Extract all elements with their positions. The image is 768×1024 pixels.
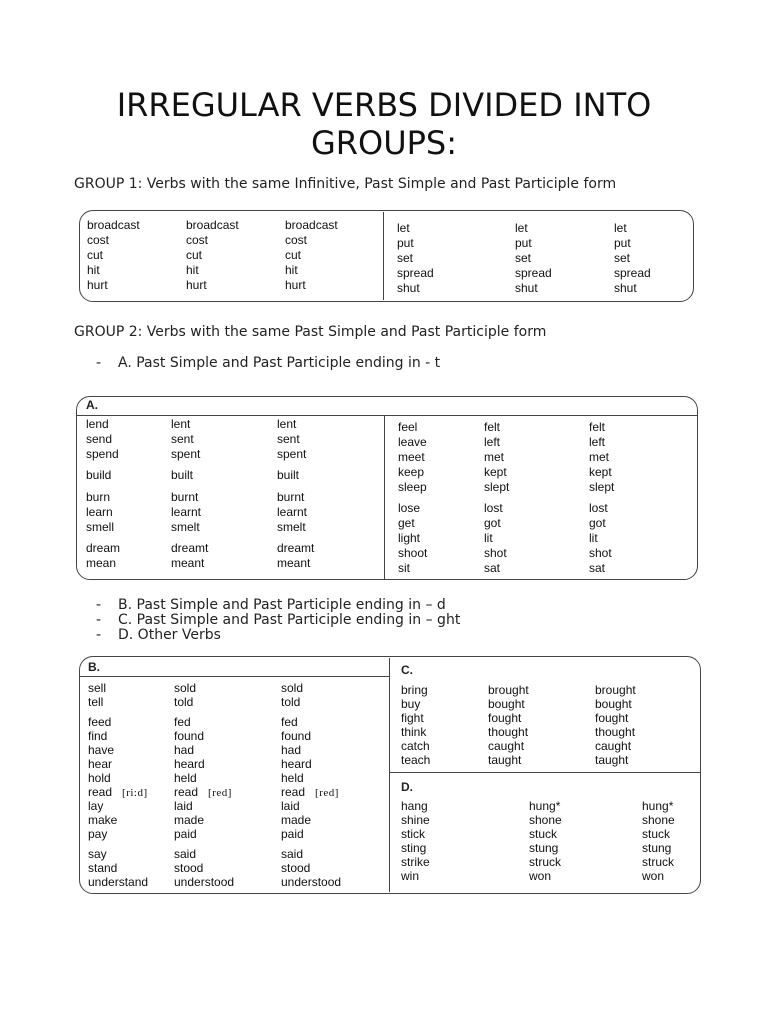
box-a-left-r3-c1: built xyxy=(171,468,194,482)
box-c-label: C. xyxy=(401,663,413,677)
box-c-r3-c0: think xyxy=(401,725,427,739)
box-b-r3-c2: found xyxy=(281,729,312,743)
group1-right-r4-c2: shut xyxy=(614,281,637,295)
group1-right-r4-c0: shut xyxy=(397,281,420,295)
box-b-r8-c2: laid xyxy=(281,799,300,813)
box-a-right-r7-c0: light xyxy=(398,531,421,545)
box-b-r0-c2: sold xyxy=(281,681,304,695)
box-bcd-divider xyxy=(389,658,390,892)
box-a-right-r9-c2: sat xyxy=(589,561,606,575)
box-a-left-r7-c1: dreamt xyxy=(171,541,209,555)
box-b-r2-c0: feed xyxy=(88,715,112,729)
box-b-header-line xyxy=(80,676,389,677)
box-a-left-r3-c0: build xyxy=(86,468,112,482)
box-a-right-r6-c0: get xyxy=(398,516,415,530)
box-b-r8-c0: lay xyxy=(88,799,104,813)
group1-right-r2-c2: set xyxy=(614,251,631,265)
box-a-right-r8-c0: shoot xyxy=(398,546,428,560)
box-b-r9-c0: make xyxy=(88,813,118,827)
box-a-left-r2-c2: spent xyxy=(277,447,307,461)
box-a-right-r1-c1: left xyxy=(484,435,501,449)
box-d-r2-c1: stuck xyxy=(529,827,558,841)
group1-left-r4-c0: hurt xyxy=(87,278,108,292)
box-a-left-r0-c2: lent xyxy=(277,417,297,431)
group1-right-r1-c2: put xyxy=(614,236,631,250)
box-a-right-r1-c0: leave xyxy=(398,435,427,449)
box-b-r5-c2: heard xyxy=(281,757,312,771)
box-a-right-r3-c1: kept xyxy=(484,465,507,479)
box-a-right-r5-c1: lost xyxy=(484,501,503,515)
box-a-divider xyxy=(384,415,385,579)
box-a-left-r6-c0: smell xyxy=(86,520,115,534)
box-b-r4-c1: had xyxy=(174,743,195,757)
box-b-r7-c0 xyxy=(88,785,148,800)
box-d-r3-c0: sting xyxy=(401,841,427,855)
box-b-r6-c2: held xyxy=(281,771,304,785)
box-a-right-r4-c0: sleep xyxy=(398,480,427,494)
phonetic-transcription: [ri:d] xyxy=(122,787,148,799)
box-c-r0-c2: brought xyxy=(595,683,636,697)
group1-right-r4-c1: shut xyxy=(515,281,538,295)
box-a-right-r3-c2: kept xyxy=(589,465,612,479)
box-c-r1-c2: bought xyxy=(595,697,632,711)
box-cd-divider xyxy=(389,772,700,773)
box-a-right-r8-c2: shot xyxy=(589,546,612,560)
group1-left-r0-c0: broadcast xyxy=(87,218,140,232)
group1-right-r3-c1: spread xyxy=(515,266,552,280)
box-c-r5-c2: taught xyxy=(595,753,629,767)
box-d-r4-c0: strike xyxy=(401,855,430,869)
box-a-right-r0-c0: feel xyxy=(398,420,418,434)
group1-divider xyxy=(383,212,384,300)
box-b-r10-c0: pay xyxy=(88,827,108,841)
group1-left-r0-c1: broadcast xyxy=(186,218,239,232)
box-b-r5-c0: hear xyxy=(88,757,113,771)
box-a-left-r8-c2: meant xyxy=(277,556,311,570)
bullet-d xyxy=(96,628,221,643)
box-d-r5-c2: won xyxy=(642,869,665,883)
read-word: read xyxy=(281,785,306,799)
box-d-r0-c1: hung* xyxy=(529,799,561,813)
box-b-r8-c1: laid xyxy=(174,799,193,813)
box-a-left-r0-c0: lend xyxy=(86,417,109,431)
box-a-left-r0-c1: lent xyxy=(171,417,191,431)
box-b-label: B. xyxy=(88,660,100,674)
phonetic-transcription: [red] xyxy=(208,787,232,799)
read-word: read xyxy=(174,785,199,799)
box-a-left-r1-c1: sent xyxy=(171,432,194,446)
box-d-r5-c0: win xyxy=(401,869,420,883)
bullet-b-text: B. Past Simple and Past Participle ending in – d xyxy=(118,597,446,613)
box-b-r5-c1: heard xyxy=(174,757,205,771)
box-a-right-r2-c2: met xyxy=(589,450,610,464)
box-a-right-r9-c1: sat xyxy=(484,561,501,575)
box-a-left-r4-c2: burnt xyxy=(277,490,305,504)
box-b-r1-c2: told xyxy=(281,695,301,709)
box-b-r4-c2: had xyxy=(281,743,302,757)
group1-left-r2-c2: cut xyxy=(285,248,302,262)
box-b-r1-c0: tell xyxy=(88,695,104,709)
group1-left-r1-c0: cost xyxy=(87,233,110,247)
box-a-right-r8-c1: shot xyxy=(484,546,507,560)
box-a-left-r5-c2: learnt xyxy=(277,505,308,519)
group1-left-r3-c0: hit xyxy=(87,263,100,277)
box-d-r2-c2: stuck xyxy=(642,827,671,841)
bullet-dash: - xyxy=(96,597,102,613)
bullet-a-text: A. Past Simple and Past Participle ending in - t xyxy=(118,355,441,371)
box-a-right-r0-c2: felt xyxy=(589,420,606,434)
bullet-c-text: C. Past Simple and Past Participle ending in – ght xyxy=(118,612,461,628)
box-d-r1-c2: shone xyxy=(642,813,675,827)
box-c-r4-c1: caught xyxy=(488,739,525,753)
box-a-right-r2-c0: meet xyxy=(398,450,425,464)
box-d-r3-c2: stung xyxy=(642,841,672,855)
group1-right-r0-c1: let xyxy=(515,221,528,235)
box-b-r4-c0: have xyxy=(88,743,115,757)
read-word: read xyxy=(88,785,113,799)
box-c-r1-c0: buy xyxy=(401,697,421,711)
box-a-left-r2-c1: spent xyxy=(171,447,201,461)
box-c-r5-c1: taught xyxy=(488,753,522,767)
group2-heading: GROUP 2: Verbs with the same Past Simple and Past Participle form xyxy=(74,324,547,340)
bullet-b xyxy=(96,598,446,613)
group1-right-r3-c0: spread xyxy=(397,266,434,280)
phonetic-transcription: [red] xyxy=(315,787,339,799)
box-a-left-r6-c2: smelt xyxy=(277,520,306,534)
box-b-r13-c2: understood xyxy=(281,875,342,889)
box-a-left-r3-c2: built xyxy=(277,468,300,482)
group1-left-r4-c2: hurt xyxy=(285,278,306,292)
box-b-r6-c1: held xyxy=(174,771,197,785)
box-b-r10-c2: paid xyxy=(281,827,304,841)
box-a-right-r6-c2: got xyxy=(589,516,606,530)
box-a-right-r2-c1: met xyxy=(484,450,505,464)
box-b-r13-c1: understood xyxy=(174,875,235,889)
box-b-r6-c0: hold xyxy=(88,771,111,785)
box-a-left-r4-c0: burn xyxy=(86,490,111,504)
box-d-label: D. xyxy=(401,780,413,794)
box-a-label: A. xyxy=(86,398,98,412)
box-a-right-r7-c1: lit xyxy=(484,531,493,545)
box-a-right-r4-c2: slept xyxy=(589,480,615,494)
group1-right-r0-c2: let xyxy=(614,221,627,235)
group1-left-r2-c1: cut xyxy=(186,248,203,262)
box-d-r0-c2: hung* xyxy=(642,799,674,813)
box-c-r0-c0: bring xyxy=(401,683,428,697)
group1-left-r3-c1: hit xyxy=(186,263,199,277)
box-d-r5-c1: won xyxy=(529,869,552,883)
box-b-r0-c0: sell xyxy=(88,681,107,695)
box-b-r9-c1: made xyxy=(174,813,205,827)
box-b-r11-c2: said xyxy=(281,847,304,861)
box-a-left-r5-c0: learn xyxy=(86,505,113,519)
box-a-left-r7-c2: dreamt xyxy=(277,541,315,555)
box-d-r1-c0: shine xyxy=(401,813,430,827)
group1-left-r0-c2: broadcast xyxy=(285,218,338,232)
box-a-right-r3-c0: keep xyxy=(398,465,425,479)
box-b-r13-c0: understand xyxy=(88,875,149,889)
box-a-left-r1-c0: send xyxy=(86,432,113,446)
box-b-r11-c0: say xyxy=(88,847,107,861)
box-c-r2-c1: fought xyxy=(488,711,522,725)
box-b-r3-c1: found xyxy=(174,729,205,743)
box-a-left-r7-c0: dream xyxy=(86,541,121,555)
box-b-r7-c1 xyxy=(174,785,232,800)
box-a-left-r4-c1: burnt xyxy=(171,490,199,504)
box-b-r0-c1: sold xyxy=(174,681,197,695)
box-c-r3-c2: thought xyxy=(595,725,636,739)
box-a-left-r8-c1: meant xyxy=(171,556,205,570)
box-a-right-r5-c2: lost xyxy=(589,501,608,515)
bullet-d-text: D. Other Verbs xyxy=(118,627,221,643)
box-b-r1-c1: told xyxy=(174,695,194,709)
box-a-left-r1-c2: sent xyxy=(277,432,300,446)
box-a-left-r5-c1: learnt xyxy=(171,505,202,519)
box-b-r12-c1: stood xyxy=(174,861,204,875)
box-c-r4-c0: catch xyxy=(401,739,430,753)
group1-left-r4-c1: hurt xyxy=(186,278,207,292)
box-a-header-line xyxy=(77,415,697,416)
box-a-right-r6-c1: got xyxy=(484,516,501,530)
box-c-r5-c0: teach xyxy=(401,753,431,767)
box-d-r4-c2: struck xyxy=(642,855,675,869)
box-a-left-r6-c1: smelt xyxy=(171,520,200,534)
box-d-r2-c0: stick xyxy=(401,827,425,841)
box-b-r2-c1: fed xyxy=(174,715,191,729)
bullet-dash: - xyxy=(96,355,102,371)
box-c-r1-c1: bought xyxy=(488,697,525,711)
box-c-r3-c1: thought xyxy=(488,725,529,739)
box-c-r4-c2: caught xyxy=(595,739,632,753)
group1-left-r3-c2: hit xyxy=(285,263,298,277)
box-b-r7-c2 xyxy=(281,785,339,800)
box-a-right-r4-c1: slept xyxy=(484,480,510,494)
box-b-r10-c1: paid xyxy=(174,827,197,841)
box-c-r2-c0: fight xyxy=(401,711,424,725)
group1-heading: GROUP 1: Verbs with the same Infinitive, Past Simple and Past Participle form xyxy=(74,176,617,192)
box-c-r2-c2: fought xyxy=(595,711,629,725)
box-b-r12-c0: stand xyxy=(88,861,118,875)
box-d-r0-c0: hang xyxy=(401,799,428,813)
group1-left-r2-c0: cut xyxy=(87,248,104,262)
box-a-right-r5-c0: lose xyxy=(398,501,421,515)
page-title-line-1: IRREGULAR VERBS DIVIDED INTO xyxy=(116,86,652,124)
group1-left-r1-c1: cost xyxy=(186,233,209,247)
page-title-line-2: GROUPS: xyxy=(310,124,458,162)
box-b-r2-c2: fed xyxy=(281,715,298,729)
box-d-r3-c1: stung xyxy=(529,841,559,855)
group1-left-r1-c2: cost xyxy=(285,233,308,247)
box-d-r1-c1: shone xyxy=(529,813,562,827)
group1-right-r2-c0: set xyxy=(397,251,414,265)
bullet-dash: - xyxy=(96,627,102,643)
box-b-r12-c2: stood xyxy=(281,861,311,875)
box-c-r0-c1: brought xyxy=(488,683,529,697)
box-a-left-r8-c0: mean xyxy=(86,556,117,570)
box-a-right-r1-c2: left xyxy=(589,435,606,449)
bullet-c xyxy=(96,613,460,628)
box-a-left-r2-c0: spend xyxy=(86,447,119,461)
bullet-a xyxy=(96,356,440,371)
group1-right-r0-c0: let xyxy=(397,221,410,235)
box-a-right-r0-c1: felt xyxy=(484,420,501,434)
group1-right-r2-c1: set xyxy=(515,251,532,265)
box-b-r9-c2: made xyxy=(281,813,312,827)
box-b-r11-c1: said xyxy=(174,847,197,861)
bullet-dash: - xyxy=(96,612,102,628)
group1-right-r1-c1: put xyxy=(515,236,532,250)
group1-right-r3-c2: spread xyxy=(614,266,651,280)
box-a-right-r7-c2: lit xyxy=(589,531,598,545)
box-d-r4-c1: struck xyxy=(529,855,562,869)
group1-table-box xyxy=(79,210,694,302)
box-a-right-r9-c0: sit xyxy=(398,561,410,575)
box-b-r3-c0: find xyxy=(88,729,108,743)
group1-right-r1-c0: put xyxy=(397,236,414,250)
